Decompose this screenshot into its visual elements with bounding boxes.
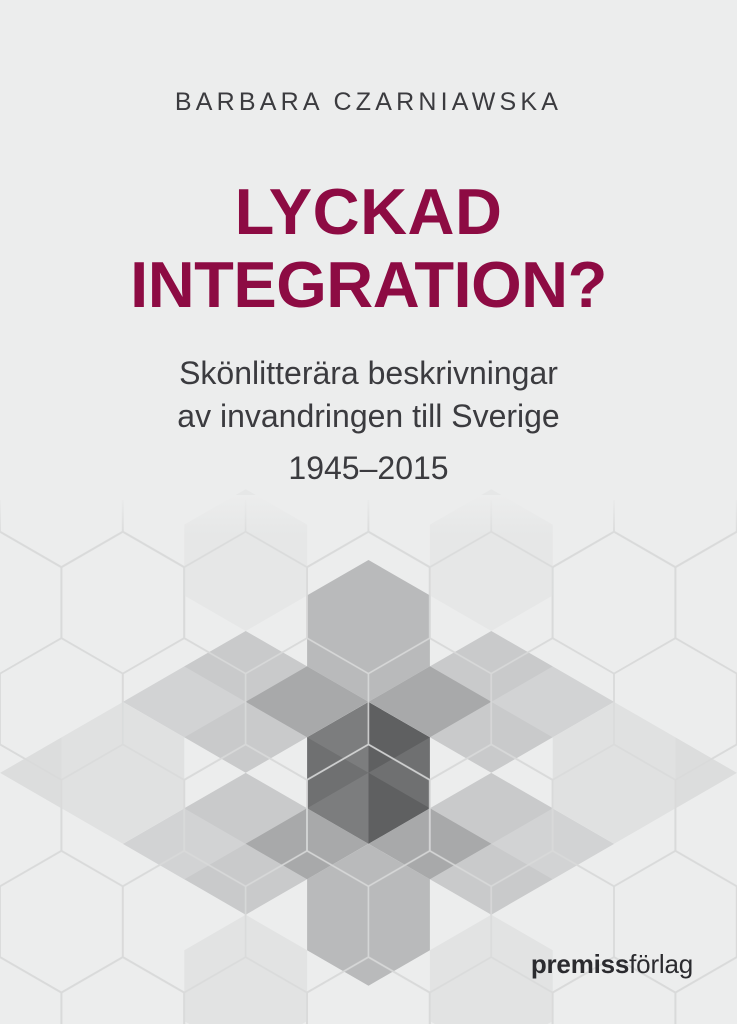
subtitle-line-2: av invandringen till Sverige [177,397,560,434]
subtitle-years: 1945–2015 [288,450,449,487]
subtitle-line-1: Skönlitterära beskrivningar [179,355,558,391]
publisher-logo [531,949,693,980]
title-line-1: LYCKAD [234,175,503,248]
book-title [0,176,737,322]
author-name: BARBARA CZARNIAWSKA [174,88,563,116]
publisher-name-strong: premiss [530,949,630,979]
book-subtitle [0,352,737,490]
publisher-name-light: förlag [629,949,693,979]
title-line-2: INTEGRATION? [130,247,607,321]
